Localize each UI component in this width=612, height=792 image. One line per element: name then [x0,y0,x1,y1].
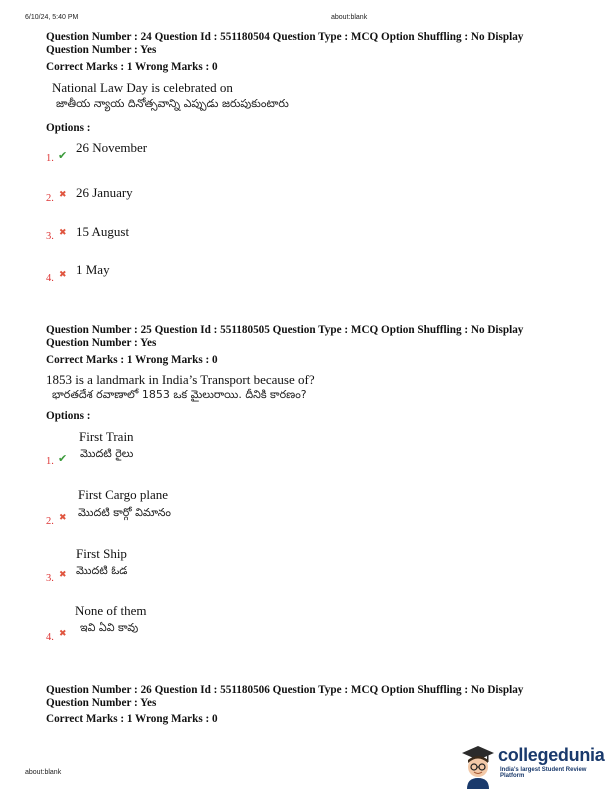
question-text-telugu: భారతదేశ రవాణాలో 1853 ఒక మైలురాయి. దీనికి కారణం? [52,388,307,401]
question-text-english: National Law Day is celebrated on [52,80,233,95]
wrong-cross-icon: ✖ [59,190,67,200]
print-datetime: 6/10/24, 5:40 PM [25,14,79,21]
wrong-cross-icon: ✖ [59,270,67,280]
question-meta-line: Question Number : 26 Question Id : 551180506 Question Type : MCQ Option Shuffling : No Display [46,684,524,696]
question-meta-line-2: Question Number : Yes [46,337,157,349]
question-meta-line: Question Number : 24 Question Id : 551180504 Question Type : MCQ Option Shuffling : No Display [46,31,524,43]
option-text-telugu: మొదటి ఓడ [76,564,128,577]
option-number: 2. [46,193,54,204]
options-label: Options : [46,410,91,422]
option-text: First Cargo plane [78,487,169,502]
print-footer-url: about:blank [25,769,62,776]
option-text: First Ship [76,546,127,561]
question-text-english: 1853 is a landmark in India’s Transport because of? [46,372,315,387]
option-text: None of them [75,603,147,618]
wrong-cross-icon: ✖ [59,228,67,238]
options-label: Options : [46,122,91,134]
mascot-icon [460,743,496,789]
option-number: 4. [46,632,54,643]
option-number: 2. [46,516,54,527]
question-meta-line-2: Question Number : Yes [46,697,157,709]
question-meta-line-2: Question Number : Yes [46,44,157,56]
question-text-telugu: జాతీయ న్యాయ దినోత్సవాన్ని ఎప్పుడు జరుపుకుంటారు [56,97,289,110]
brand-name: collegedunia [498,745,605,765]
correct-check-icon: ✔ [58,149,68,162]
wrong-cross-icon: ✖ [59,570,67,580]
wrong-cross-icon: ✖ [59,629,67,639]
question-marks: Correct Marks : 1 Wrong Marks : 0 [46,713,218,725]
brand-tagline: India's largest Student Review Platform [500,767,587,779]
wrong-cross-icon: ✖ [59,513,67,523]
option-text: 15 August [76,224,130,239]
option-number: 1. [46,153,54,164]
option-text: 26 November [76,140,148,155]
option-text-telugu: మొదటి కార్గో విమానం [78,506,172,519]
print-url: about:blank [331,14,368,21]
option-number: 4. [46,273,54,284]
option-text: First Train [79,429,134,444]
option-text: 1 May [76,262,110,277]
question-marks: Correct Marks : 1 Wrong Marks : 0 [46,354,218,366]
question-meta-line: Question Number : 25 Question Id : 551180505 Question Type : MCQ Option Shuffling : No Display [46,324,524,336]
correct-check-icon: ✔ [58,452,68,465]
option-text-telugu: ఇవి ఏవి కావు [80,621,139,634]
option-number: 3. [46,573,54,584]
collegedunia-logo [460,743,612,789]
option-number: 3. [46,231,54,242]
option-number: 1. [46,456,54,467]
option-text-telugu: మొదటి రైలు [80,447,134,460]
question-marks: Correct Marks : 1 Wrong Marks : 0 [46,61,218,73]
option-text: 26 January [76,185,133,200]
